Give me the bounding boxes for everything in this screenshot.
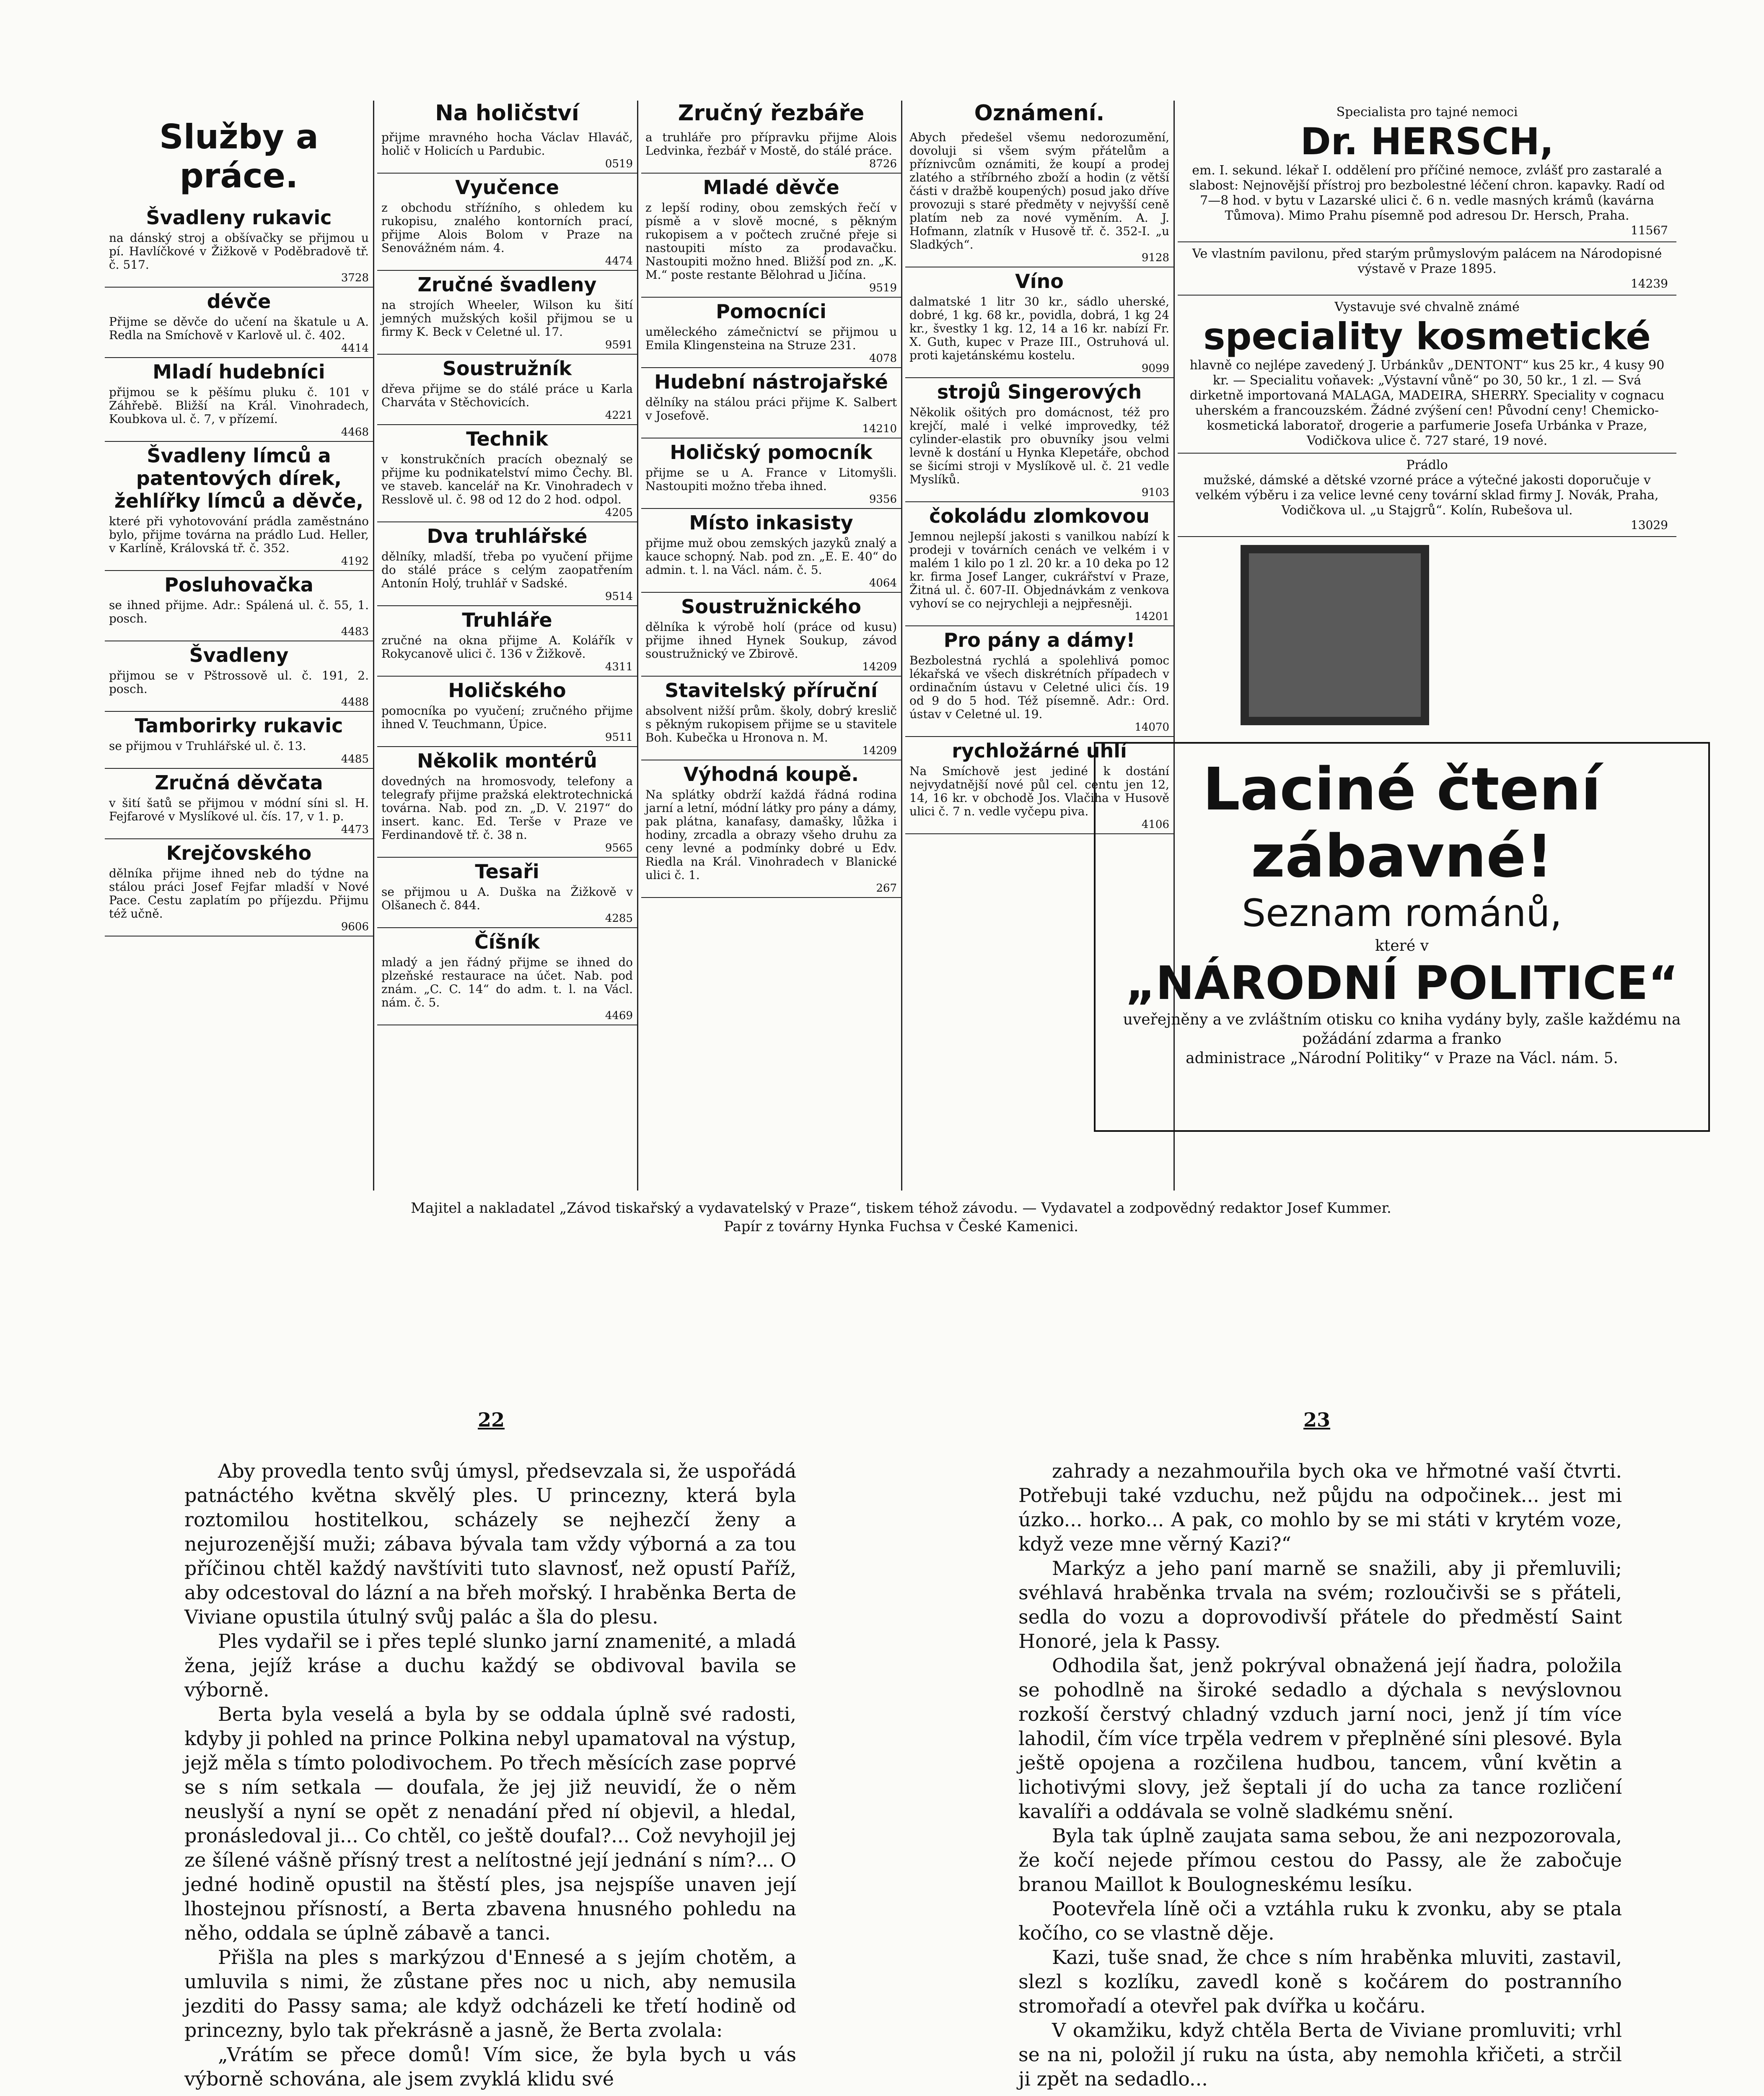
story-left-column xyxy=(184,1459,796,2091)
ad-text: dělníka přijme ihned neb do týdne na stálou práci Josef Fejfar mladší v Nové Pace. Cestu zaplatím po příjezdu. Přijmu též učně. xyxy=(109,866,369,921)
ad-text: a truhláře pro přípravku přijme Alois Ledvinka, řezbář v Mostě, do stálé práce. xyxy=(645,130,897,158)
page-number-right: 23 xyxy=(1303,1409,1331,1431)
classified-ad xyxy=(905,502,1173,626)
classified-ad xyxy=(641,760,901,898)
ad-number: 4468 xyxy=(341,426,369,438)
ad-title: Mladé děvče xyxy=(703,176,839,199)
column-1 xyxy=(105,101,374,1191)
display-ad-head: Prádlo xyxy=(1406,458,1448,472)
ad-title: Technik xyxy=(466,428,548,450)
ad-title: Několik montérů xyxy=(417,750,597,772)
ad-title: Výhodná koupě. xyxy=(684,763,859,786)
ad-title: Stavitelský příruční xyxy=(665,679,878,702)
ad-title: Holičský pomocník xyxy=(670,441,873,464)
classified-ad xyxy=(377,928,637,1025)
ad-title: Soustružník xyxy=(442,357,572,380)
book-advert-line1: Laciné čtení zábavné! xyxy=(1202,755,1601,891)
classified-ad xyxy=(105,288,373,358)
display-ad-name: speciality kosmetické xyxy=(1203,315,1651,358)
ad-number: 9099 xyxy=(1141,362,1169,375)
ad-text: Bezbolestná rychlá a spolehlivá pomoc lékařská ve všech diskrétních případech v ordinačním ústavu v Celetné ulici čís. 19 od 9 do 5 hod. Též písemně. Adr.: Ord. ústav v Celetné ul. 19. xyxy=(909,654,1169,721)
story-paragraph: Berta byla veselá a byla by se oddala úplně své radosti, kdyby ji pohled na prince Polkina nebyl upamatoval na výstup, jejž měla s tímto polodivochem. Po třech měsících zase poprvé se s ním setkala — doufala, že jej již neuvidí, že o něm neuslyší a nyní se opět z nenadání před ní objevil, a hledal, pronásledoval ji... Co chtěl, co ještě doufal?... Což nevyhojil jej ze šílené vášně přísný trest a nelítostné její jednání s ním?... O jedné hodině opustil na štěstí ples, jsa nejspíše unaven její lhostejnou přísností, a Berta zbavena hnusného pohledu na něho, oddala se úplně zábavě a tanci. xyxy=(184,1703,796,1944)
classified-ad xyxy=(905,626,1173,737)
ad-number: 4311 xyxy=(605,661,633,673)
ad-number: 9565 xyxy=(605,842,633,854)
display-ad xyxy=(1178,242,1676,296)
ad-text: Na splátky obdrží každá řádná rodina jarní a letní, módní látky pro pány a dámy, pak plátna, kanafasy, damašky, lůžka i hodiny, zrcadla a obrazy všeho druhu za ceny levné a podmínky dobré u Edv. Riedla na Král. Vinohradech v Blanické ulici č. 1. xyxy=(645,788,897,882)
ad-number: 4192 xyxy=(341,555,369,568)
story-paragraph: Ples vydařil se i přes teplé slunko jarní znamenité, a mladá žena, jejíž krásе a duchu každý se obdivoval bavila se výborně. xyxy=(184,1630,796,1701)
ad-number: 14209 xyxy=(862,661,897,673)
ad-title: Švadleny límců a patentových dírek, žehlířky límců a děvče, xyxy=(114,444,364,512)
ad-number: 4469 xyxy=(605,1009,633,1022)
display-ad-head: Vystavuje své chvalně známé xyxy=(1334,300,1520,314)
ad-text: v konstrukčních pracích obeznalý se přijme ku podnikatelství mimo Čechy. Bl. ve staveb. kancelář na Kr. Vinohradech v Resslově ul. č. 98 od 12 do 2 hod. odpol. xyxy=(381,452,633,506)
classified-ad xyxy=(377,677,637,747)
classified-ad xyxy=(905,378,1173,502)
ad-number: 8726 xyxy=(869,158,897,170)
column-title: Oznámení. xyxy=(974,101,1105,126)
ad-number: 3728 xyxy=(341,272,369,284)
display-ad-text: Ve vlastním pavilonu, před starým průmyslovým palácem na Národopisné výstavě v Praze 1895. xyxy=(1192,246,1662,276)
ad-text: dřeva přijme se do stálé práce u Karla Charváta v Stěchovicích. xyxy=(381,382,633,409)
ad-title: Mladí hudebníci xyxy=(153,361,325,383)
ad-text: Několik ošitých pro domácnost, též pro krejčí, malé i velké improvedky, též cylinder-elastik pro obuvníky jsou velmi levně k dostání u Hynka Klepetáře, obchod se šicími stroji v Myslíkově ul. č. 21 vedle Myslíků. xyxy=(909,405,1169,486)
ad-text: přijmou se v Pštrossově ul. č. 191, 2. posch. xyxy=(109,669,369,696)
ad-text: přijmou se k pěšímu pluku č. 101 v Záhřebě. Bližší na Král. Vinohradech, Koubkova ul. č. 7, v přízemí. xyxy=(109,385,369,426)
display-ad xyxy=(1178,454,1676,537)
story-paragraph: Pootevřela líně oči a vztáhla ruku k zvonku, aby se ptala kočího, co se vlastně děje. xyxy=(1018,1897,1622,1944)
classified-ad xyxy=(641,677,901,760)
classified-ad xyxy=(377,355,637,425)
column-title: Zručný řezbáře xyxy=(678,101,865,126)
ad-number: 9514 xyxy=(605,590,633,603)
display-ad xyxy=(1178,101,1676,242)
story-paragraph: Aby provedla tento svůj úmysl, předsevzala si, že uspořádá patnáctého května skvělý ples. U princezny, která byla roztomilou hostitelkou, scházely se nejhezčí ženy a nejurozenější muži; zábava bývala tam vždy výborná a za tou příčinou chtěl každý navštíviti tuto slavnosť, než opustí Paříž, aby odcestoval do lázní a na břeh mořský. I hraběnka Berta de Viviane opustila útulný svůj palác a šla do plesu. xyxy=(184,1460,796,1628)
ad-title: Krejčovského xyxy=(166,842,312,864)
story-paragraph: „Vrátím se přece domů! Vím sice, že byla bych u vás výborně schována, ale jsem zvyklá klidu své xyxy=(184,2043,796,2090)
ad-number: 4078 xyxy=(869,352,897,365)
ad-title: Vyučence xyxy=(455,176,559,199)
imprint-line2: Papír z továrny Hynka Fuchsa v České Kamenici. xyxy=(724,1218,1078,1235)
classified-ad xyxy=(377,522,637,606)
story-paragraph: Byla tak úplně zaujata sama sebou, že ani nezpozorovala, že kočí nejede přímou cestou do Passy, ale že zabočuje branou Maillot k Boulogneskému lesíku. xyxy=(1018,1824,1622,1896)
classified-ad xyxy=(641,438,901,509)
ad-title: Zručná děvčata xyxy=(155,771,323,794)
ad-number: 9591 xyxy=(605,339,633,351)
ad-text: dovedných na hromosvody, telefony a telegrafy přijme pražská elektrotechnická továrna. Nab. pod zn. „D. V. 2197“ do insert. kanc. Ed. Terše v Praze ve Ferdinandově tř. č. 38 n. xyxy=(381,774,633,842)
ad-text: na dánský stroj a obšívačky se přijmou u pí. Havlíčkové v Žižkově v Poděbradově tř. č. 517. xyxy=(109,231,369,272)
ad-number: 4485 xyxy=(341,753,369,765)
ad-number: 4474 xyxy=(605,255,633,267)
ad-title: Místo inkasisty xyxy=(689,511,853,534)
classified-ad xyxy=(377,858,637,928)
ad-title: Truhláře xyxy=(462,609,552,631)
book-advert-line5: uveřejněny a ve zvláštním otisku co kniha vydány byly, zašle každému na požádání zdarma a franko xyxy=(1123,1011,1681,1048)
classified-ad xyxy=(641,298,901,368)
display-ad-head: Specialista pro tajné nemoci xyxy=(1336,105,1518,119)
ad-title: Švadleny xyxy=(189,644,289,667)
story-right-column xyxy=(1018,1459,1622,2091)
page-number-left: 22 xyxy=(478,1409,505,1431)
ad-text: uměleckého zámečnictví se přijmou u Emila Klingensteina na Struze 231. xyxy=(645,325,897,352)
classified-ad xyxy=(641,128,901,174)
ad-text: Jemnou nejlepší jakosti s vanilkou nabízí k prodeji v továrních cenách ve velkém i v malém 1 kilo po 1 zl. 20 kr. a 10 deka po 12 kr. firma Josef Langer, cukrářství v Praze, Žitná ul. č. 607-II. Objednávkám z venkova vyhoví se co nejrychleji a nejpřesněji. xyxy=(909,529,1169,610)
ad-number: 9519 xyxy=(869,282,897,294)
ad-number: 9103 xyxy=(1141,486,1169,499)
classified-ad xyxy=(105,442,373,571)
book-advert-line3: které v xyxy=(1375,937,1429,955)
ad-text: Přijme se děvče do učení na škatule u A. Redla na Smíchově v Karlově ul. č. 402. xyxy=(109,315,369,342)
book-advert-line6: administrace „Národní Politiky“ v Praze na Václ. nám. 5. xyxy=(1186,1050,1618,1067)
book-advert-line2: Seznam románů, xyxy=(1242,891,1562,935)
classified-ad xyxy=(105,769,373,839)
classified-ad xyxy=(641,368,901,438)
ad-text: dělníky na stálou práci přijme K. Salbert v Josefově. xyxy=(645,395,897,423)
ad-title: Víno xyxy=(1015,270,1064,293)
ad-number: 14210 xyxy=(862,423,897,435)
classified-ad xyxy=(105,641,373,712)
ad-number: 267 xyxy=(876,882,897,895)
ad-number: 4488 xyxy=(341,696,369,708)
ad-number: 4473 xyxy=(341,823,369,836)
ad-title: Tesaři xyxy=(475,860,539,883)
ad-text: zručné na okna přijme A. Kolářík v Rokycanově ulici č. 136 v Žižkově. xyxy=(381,633,633,661)
ad-number: 14239 xyxy=(1630,277,1668,291)
ad-text: Na Smíchově jest jediné k dostání nejvydatnější nové půl cel. centu jen 12, 14, 16 kr. v obchodě Jos. Vlačiha v Husově ulici č. 7 n. vedle vyčepu piva. xyxy=(909,764,1169,818)
story-paragraph: Markýz a jeho paní marně se snažili, aby ji přemluvili; svéhlavá hraběnka trvala na svém; rozloučivši se s přáteli, sedla do vozu a doprovodivší přátele do předměstí Saint Honoré, jela k Passy. xyxy=(1018,1557,1622,1652)
ad-title: dévče xyxy=(207,290,271,313)
ad-number: 14209 xyxy=(862,744,897,757)
ad-number: 0519 xyxy=(605,158,633,170)
ad-number: 9356 xyxy=(869,493,897,506)
ad-number: 4483 xyxy=(341,625,369,638)
ad-number: 13029 xyxy=(1630,518,1668,532)
ad-text: pomocníka po vyučení; zručného přijme ihned V. Teuchmann, Úpice. xyxy=(381,704,633,731)
classified-ad xyxy=(641,593,901,677)
ad-text: se ihned přijme. Adr.: Spálená ul. č. 55, 1. posch. xyxy=(109,598,369,625)
ad-number: 4285 xyxy=(605,912,633,925)
ad-title: Pomocníci xyxy=(716,300,826,323)
ad-number: 9128 xyxy=(1141,252,1169,264)
ad-text: z obchodu stříźního, s ohledem ku rukopisu, znalého kontorních prací, přijme Alois Bolom v Praze na Senovážném nám. 4. xyxy=(381,201,633,255)
ad-title: Švadleny rukavic xyxy=(146,206,332,229)
ad-text: se přijmou v Truhlářské ul. č. 13. xyxy=(109,739,306,753)
ad-number: 4414 xyxy=(341,342,369,355)
imprint-line1: Majitel a nakladatel „Závod tiskařský a vydavatelský v Praze“, tiskem téhož závodu. — Vydavatel a zodpovědný redaktor Josef Kummer. xyxy=(411,1200,1391,1217)
ad-number: 4221 xyxy=(605,409,633,422)
classified-ad xyxy=(377,271,637,355)
classified-ad xyxy=(105,204,373,288)
display-ad-text: mužské, dámské a dětské vzorné práce a výtečné jakosti doporučuje v velkém výběru i za velice levné ceny tovární sklad firmy J. Novák, Praha, Vodičkova ul. „u Stajgrů“. Kolín, Rubešova ul. xyxy=(1195,473,1659,518)
ad-text: se přijmou u A. Duška na Žižkově v Olšanech č. 844. xyxy=(381,885,633,912)
ad-text: které při vyhotovování prádla zaměstnáno bylo, přijme továrna na prádlo Lud. Heller, v Karlíně, Královská tř. č. 352. xyxy=(109,514,369,555)
story-paragraph: V okamžiku, když chtěla Berta de Viviane promluviti; vrhl se na ni, položil jí ruku na ústa, aby nemohla křičeti, a strčil ji zpět na sedadlo... xyxy=(1018,2019,1622,2090)
ad-number: 9606 xyxy=(341,921,369,933)
display-ad-text: hlavně co nejlépe zavedený J. Urbánkův „DENTONT“ kus 25 kr., 4 kusy 90 kr. — Specialitu voňavek: „Výstavní vůně“ po 30, 50 kr., 1 zl. — Svá dirketně importovaná MALAGA, MADEIRA, SHERRY. Speciality v cognacu uherském a francouzském. Žádné zvýšení cen! Původní ceny! Chemicko-kosmetická laboratoř, drogerie a parfumerie Josefa Urbánka v Praze, Vodičkova ulice č. 727 staré, 19 nové. xyxy=(1189,358,1665,448)
ad-text: dalmatské 1 litr 30 kr., sádlo uherské, dobré, 1 kg. 68 kr., povidla, dobrá, 1 kg 24 kr., švestky 1 kg. 12, 14 a 16 kr. nabízí Fr. X. Guth, kupec v Praze III., Ostruhová ul. proti kajetánskému kostelu. xyxy=(909,295,1169,362)
ad-number: 11567 xyxy=(1630,223,1668,237)
book-advert xyxy=(1094,742,1710,1132)
ad-text: mladý a jen řádný přijme se ihned do plzeňské restaurace na účet. Nab. pod znám. „C. C. 14“ do adm. t. l. na Václ. nám. č. 5. xyxy=(381,955,633,1009)
ad-title: Pro pány a dámy! xyxy=(943,629,1135,651)
ad-text: v šití šatů se přijmou v módní síni sl. H. Fejfarové v Myslíkové ul. čís. 17, v 1. p. xyxy=(109,796,369,823)
ad-text: přijme muž obou zemských jazyků znalý a kauce schopný. Nab. pod zn. „E. E. 40“ do admin. t. l. na Václ. nám. č. 5. xyxy=(645,536,897,577)
ad-title: Tamborirky rukavic xyxy=(135,714,343,737)
display-ad-text: em. I. sekund. lékař I. oddělení pro příčiné nemoce, zvlášť pro zastaralé a slabost: Nejnovější přístroj pro bezbolestné léčení chron. kapavky. Radí od 7—8 hod. v bytu v Lazarské ulici č. 6 n. vedle masných krámů (kavárna Tůmova). Mimo Prahu písemně pod adresou Dr. Hersch, Praha. xyxy=(1189,163,1665,223)
section-title: Služby a práce. xyxy=(159,117,319,195)
ad-text: dělníka k výrobě holí (práce od kusu) přijme ihned Hynek Soukup, závod soustružnický ve Zbirově. xyxy=(645,620,897,661)
ad-title: Dva truhlářské xyxy=(427,525,588,547)
ad-title: Soustružnického xyxy=(681,595,861,618)
ad-number: 4064 xyxy=(869,577,897,589)
imprint xyxy=(126,1199,1676,1236)
ad-title: strojů Singerových xyxy=(937,381,1142,403)
ad-number: 14070 xyxy=(1135,721,1169,734)
display-ad xyxy=(1178,296,1676,454)
ad-title: čokoládu zlomkovou xyxy=(929,505,1150,527)
ad-title: Zručné švadleny xyxy=(417,273,597,296)
story-paragraph: Přišla na ples s markýzou d'Ennesé a s jejím chotěm, a umluvila s nimi, že zůstane přes noc u nich, aby nemusila jezditi do Passy sama; ale když odcházeli ke třetí hodině od princezny, bylo tak překrásně a jasně, že Berta zvolala: xyxy=(184,1946,796,2042)
classified-ad xyxy=(641,509,901,593)
classified-ad xyxy=(105,839,373,936)
classified-ad xyxy=(905,267,1173,378)
classified-ad xyxy=(377,174,637,271)
ad-text: na strojích Wheeler, Wilson ku šití jemných mužských košil přijmou se u firmy K. Beck v Celetné ul. 17. xyxy=(381,298,633,339)
ad-text: absolvent nižší prům. školy, dobrý kreslič s pěkným rukopisem přijme se u stavitele Boh. Kubečka u Hronova n. M. xyxy=(645,704,897,744)
ad-text: přijme se u A. France v Litomyšli. Nastoupiti možno třeba ihned. xyxy=(645,466,897,493)
ad-number: 4205 xyxy=(605,506,633,519)
classified-ad xyxy=(377,128,637,174)
story-paragraph: zahrady a nezahmouřila bych oka ve hřmotné vaší čtvrti. Potřebuji také vzduchu, než půjdu na odpočinek... jest mi úzko... horko... A pak, co mohlo by se mi státi v krytém voze, když veze mne věrný Kazi?“ xyxy=(1018,1460,1622,1555)
ad-title: Posluhovačka xyxy=(164,573,313,596)
ad-number: 9511 xyxy=(605,731,633,744)
story-paragraph: Odhodila šat, jenž pokrýval obnažená její ňadra, položila se pohodlně na široké sedadlo a dýchala s nevýslovnou rozkoší čerstvý chladný vzduch jarní noci, jenž jí tím více lahodil, čím více trpěla vedrem v přeplněné síni plesové. Byla ještě opojena a rozčilena hudbou, tancem, vůní květin a lichotivými slovy, jež šeptali jí do ucha za tance rozličení kavalíři a oddávala se volně sladkému snění. xyxy=(1018,1654,1622,1823)
classified-ad xyxy=(905,128,1173,267)
book-advert-line4: „NÁRODNÍ POLITICE“ xyxy=(1125,956,1679,1010)
ad-number: 4106 xyxy=(1141,818,1169,831)
ad-text: dělníky, mladší, třeba po vyučení přijme do stálé práce s celým zaopatřením Antonín Holý, truhlář v Sadské. xyxy=(381,550,633,590)
column-2 xyxy=(377,101,638,1191)
column-title: Na holičství xyxy=(435,101,579,126)
ad-text: Abych předešel všemu nedorozumění, dovoluji si všem svým přátelům a příznivcům oznámiti, že koupí a prodej zlatého a stříbrného zboží a hodin (z větší části v dražbě koupených) posud jako dříve provozuji s staré předměty v nejvyšší ceně platím neb za nové vyměním. A. J. Hofmann, zlatník v Husově tř. č. 352-I. „u Sladkých“. xyxy=(909,130,1169,252)
ad-title: rychložárné uhlí xyxy=(952,739,1127,762)
classified-ad xyxy=(105,571,373,641)
ad-title: Číšník xyxy=(474,931,540,953)
ad-title: Holičského xyxy=(448,679,566,702)
ad-number: 14201 xyxy=(1135,610,1169,623)
classified-ad xyxy=(105,712,373,769)
column-3 xyxy=(641,101,902,1191)
ad-text: přijme mravného hocha Václav Hlaváč, holič v Holicích u Pardubic. xyxy=(381,130,633,158)
story-paragraph: Kazi, tuše snad, že chce s ním hraběnka mluviti, zastavil, slezl s kozlíku, zavedl koně s kočárem do postranního stromořadí a otevřel pak dvířka u kočáru. xyxy=(1018,1946,1622,2017)
classified-ad xyxy=(105,358,373,442)
display-ad-name: Dr. HERSCH, xyxy=(1300,120,1554,163)
ad-text: z lepší rodiny, obou zemských řečí v písmě a v slově mocné, s pěkným rukopisem a v počtech zručné přeje si nastoupiti místo za prodavačku. Nastoupiti možno hned. Bližší pod zn. „K. M.“ poste restante Bělohrad u Jičína. xyxy=(645,201,897,282)
classified-ad xyxy=(377,606,637,677)
classified-ad xyxy=(377,425,637,522)
classified-ad xyxy=(377,747,637,858)
underwear-illustration xyxy=(1241,545,1429,725)
ad-title: Hudební nástrojařské xyxy=(654,371,888,393)
classified-ad xyxy=(641,174,901,298)
